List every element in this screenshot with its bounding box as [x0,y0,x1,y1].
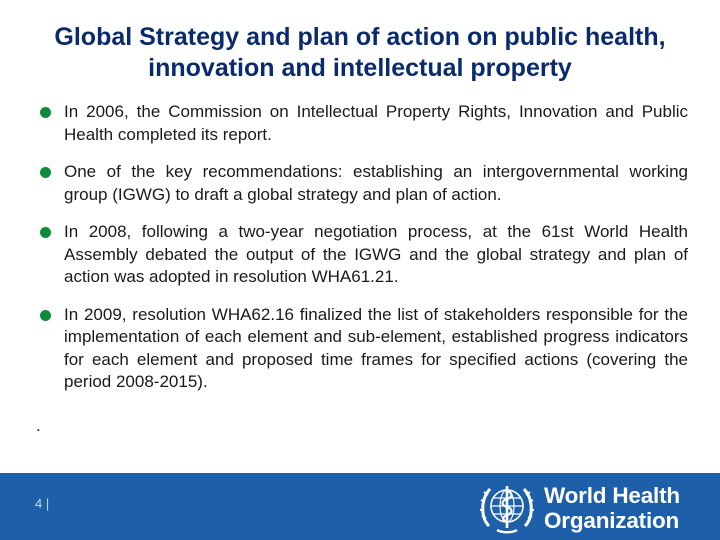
stray-period: . [36,416,41,435]
bullet-dot-icon [40,167,51,178]
who-wordmark-line-2: Organization [544,508,680,533]
bullet-dot-icon [40,310,51,321]
title-line-2: innovation and intellectual property [148,54,572,82]
page-number: 4 | [35,496,50,511]
bullet-item [40,101,688,146]
slide-title [0,22,720,84]
bullet-text: One of the key recommendations: establishing an intergovernmental working group (IGWG) to draft a global strategy and plan of action. [64,162,688,204]
bullet-list [40,101,688,394]
bullet-dot-icon [40,227,51,238]
who-wordmark-line-1: World Health [544,483,680,508]
bullet-item [40,161,688,206]
bullet-text: In 2009, resolution WHA62.16 finalized the list of stakeholders responsible for the implementation of each element and sub-element, established progress indicators for each element and proposed time frames for specified actions (covering the period 2008-2015). [64,304,688,391]
bullet-dot-icon [40,107,51,118]
bullet-item [40,221,688,289]
footer-bar [0,473,720,540]
bullet-text: In 2008, following a two-year negotiation process, at the 61st World Health Assembly debated the output of the IGWG and the global strategy and plan of action was adopted in resolution WHA61.21. [64,222,688,286]
title-line-1: Global Strategy and plan of action on public health, [54,23,666,51]
bullet-text: In 2006, the Commission on Intellectual Property Rights, Innovation and Public Health completed its report. [64,102,688,144]
bullet-item [40,304,688,394]
who-emblem-icon [477,478,537,538]
who-wordmark [544,483,680,533]
